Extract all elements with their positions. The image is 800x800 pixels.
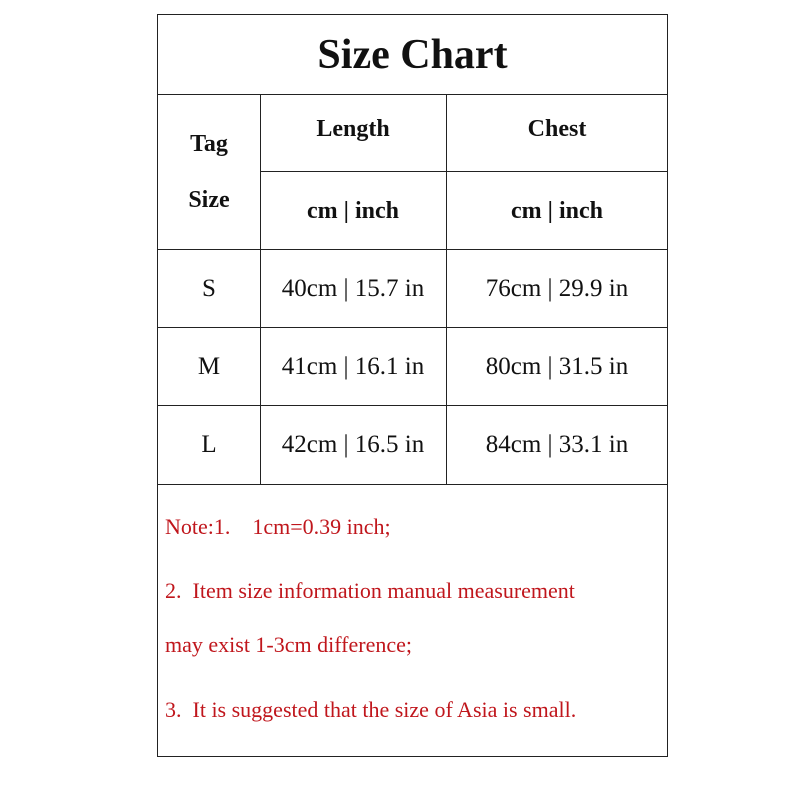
length-unit-header: cm | inch <box>307 197 399 224</box>
grid-divider <box>158 249 668 250</box>
size-label: Size <box>188 187 230 213</box>
row-s-size: S <box>202 275 216 302</box>
note-line-3: may exist 1-3cm difference; <box>165 632 412 657</box>
chest-unit-header: cm | inch <box>511 197 603 224</box>
row-m-size: M <box>197 353 221 380</box>
row-s-chest: 76cm | 29.9 in <box>485 275 629 302</box>
grid-divider <box>158 327 668 328</box>
note-line-2: 2. Item size information manual measurement <box>165 578 575 603</box>
grid-divider <box>446 94 447 484</box>
size-chart <box>157 14 668 757</box>
note-line-4: 3. It is suggested that the size of Asia is small. <box>165 697 577 722</box>
grid-divider <box>158 405 668 406</box>
grid-divider <box>260 171 668 172</box>
row-m-chest: 80cm | 31.5 in <box>485 353 629 380</box>
chart-title: Size Chart <box>158 15 667 95</box>
tag-label: Tag <box>190 131 228 157</box>
row-s-length: 40cm | 15.7 in <box>281 275 425 302</box>
row-l-length: 42cm | 16.5 in <box>281 431 425 458</box>
row-l-chest: 84cm | 33.1 in <box>485 431 629 458</box>
grid-divider <box>158 484 668 485</box>
row-l-size: L <box>201 431 217 458</box>
note-line-1: Note:1. 1cm=0.39 inch; <box>165 514 391 539</box>
length-header: Length <box>316 115 390 142</box>
tag-size-header <box>158 94 260 250</box>
grid-divider <box>260 94 261 484</box>
row-m-length: 41cm | 16.1 in <box>281 353 425 380</box>
chest-header: Chest <box>527 115 587 142</box>
